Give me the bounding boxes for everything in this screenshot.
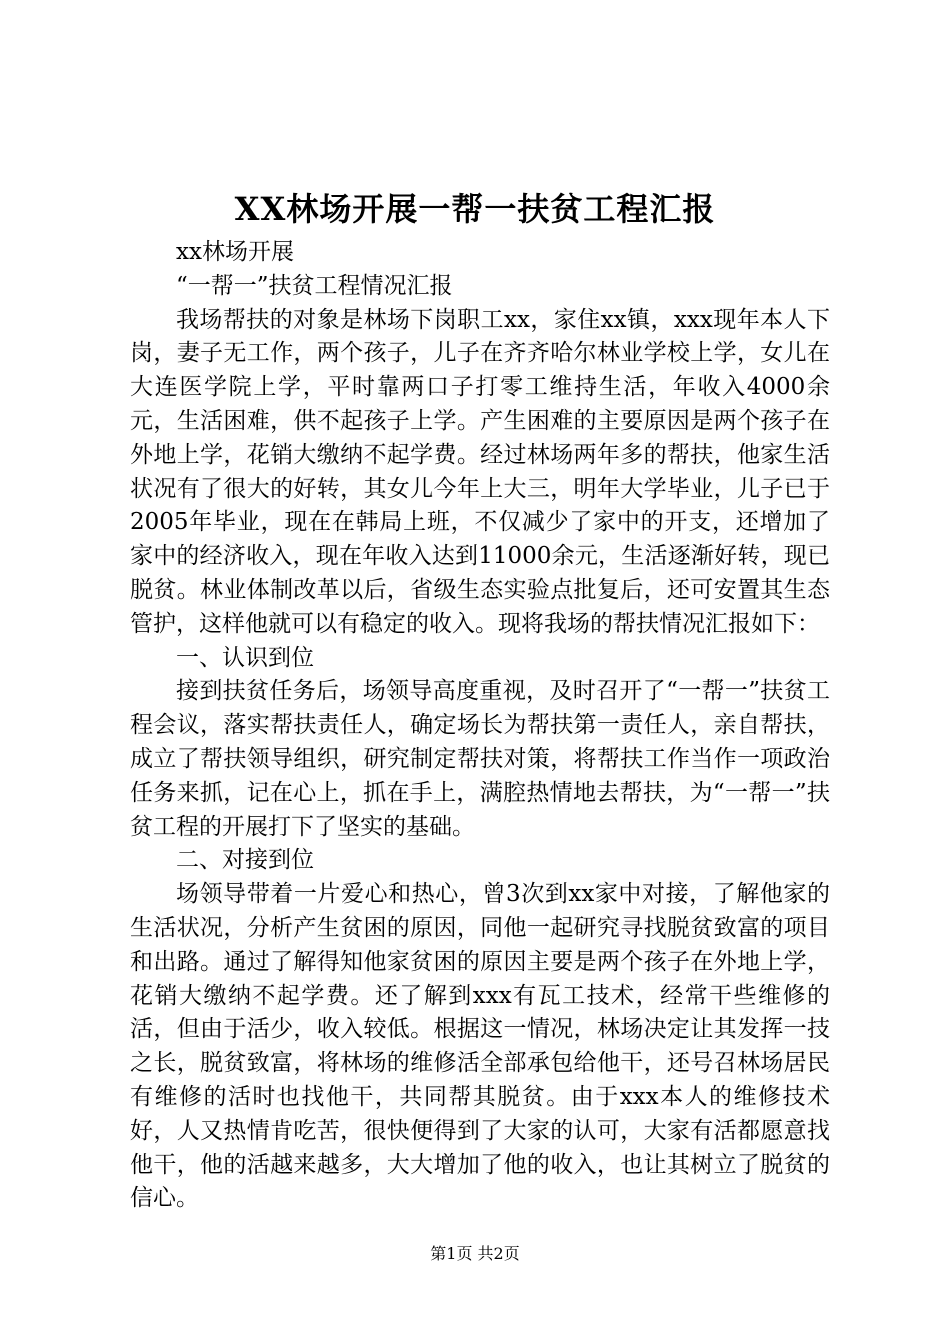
page-number: 第1页 共2页: [430, 1244, 520, 1263]
document-body: [130, 236, 830, 1216]
section-heading-2: 二、对接到位: [176, 847, 314, 874]
section-heading-1: 一、认识到位: [176, 644, 314, 671]
intro-paragraph: 我场帮扶的对象是林场下岗职工xx，家住xx镇，xxx现年本人下岗，妻子无工作，两个孩子，儿子在齐齐哈尔林业学校上学，女儿在大连医学院上学，平时靠两口子打零工维持生活，年收入4000余元，生活困难，供不起孩子上学。产生困难的主要原因是两个孩子在外地上学，花销大缴纳不起学费。经过林场两年多的帮扶，他家生活状况有了很大的好转，其女儿今年上大三，明年大学毕业，儿子已于2005年毕业，现在在韩局上班，不仅减少了家中的开支，还增加了家中的经济收入，现在年收入达到11000余元，生活逐渐好转，现已脱贫。林业体制改革以后，省级生态实验点批复后，还可安置其生态管护，这样他就可以有稳定的收入。现将我场的帮扶情况汇报如下：: [130, 306, 830, 637]
section-1-paragraph: 接到扶贫任务后，场领导高度重视，及时召开了“一帮一”扶贫工程会议，落实帮扶责任人，确定场长为帮扶第一责任人，亲自帮扶，成立了帮扶领导组织，研究制定帮扶对策，将帮扶工作当作一项政治任务来抓，记在心上，抓在手上，满腔热情地去帮扶，为“一帮一”扶贫工程的开展打下了坚实的基础。: [130, 678, 830, 840]
section-2-paragraph: 场领导带着一片爱心和热心，曾3次到xx家中对接，了解他家的生活状况，分析产生贫困的原因，同他一起研究寻找脱贫致富的项目和出路。通过了解得知他家贫困的原因主要是两个孩子在外地上学，花销大缴纳不起学费。还了解到xxx有瓦工技术，经常干些维修的活，但由于活少，收入较低。根据这一情况，林场决定让其发挥一技之长，脱贫致富，将林场的维修活全部承包给他干，还号召林场居民有维修的活时也找他干，共同帮其脱贫。由于xxx本人的维修技术好，人又热情肯吃苦，很快便得到了大家的认可，大家有活都愿意找他干，他的活越来越多，大大增加了他的收入，也让其树立了脱贫的信心。: [130, 881, 830, 1212]
subtitle-line-1: xx林场开展: [176, 239, 294, 265]
subtitle-line-2: “一帮一”扶贫工程情况汇报: [176, 272, 453, 299]
document-title: XX林场开展一帮一扶贫工程汇报: [234, 190, 716, 228]
